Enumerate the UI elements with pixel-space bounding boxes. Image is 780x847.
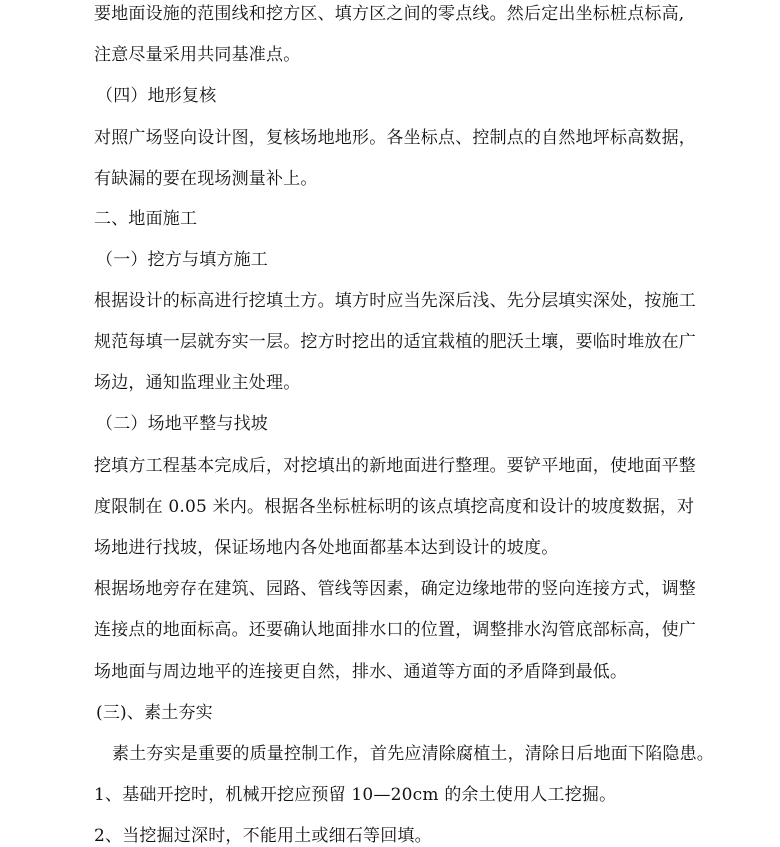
body-text-line: 规范每填一层就夯实一层。挖方时挖出的适宜栽植的肥沃土壤，要临时堆放在广 — [94, 332, 696, 352]
section-heading: （四）地形复核 — [96, 86, 217, 106]
section-heading: (三)、素土夯实 — [96, 703, 213, 723]
body-text-line: 场地面与周边地平的连接更自然，排水、通道等方面的矛盾降到最低。 — [94, 662, 628, 682]
section-heading: （二）场地平整与找坡 — [96, 414, 268, 434]
body-text-line: 挖填方工程基本完成后，对挖填出的新地面进行整理。要铲平地面，使地面平整 — [94, 456, 696, 476]
body-text-line: 根据设计的标高进行挖填土方。填方时应当先深后浅、先分层填实深处，按施工 — [94, 291, 696, 311]
body-text-line: 素土夯实是重要的质量控制工作，首先应清除腐植土，清除日后地面下陷隐患。 — [112, 744, 714, 764]
body-text-line: 场边，通知监理业主处理。 — [94, 373, 301, 393]
body-text-line: 连接点的地面标高。还要确认地面排水口的位置，调整排水沟管底部标高，使广 — [94, 620, 696, 640]
body-text-line: 注意尽量采用共同基准点。 — [94, 45, 301, 65]
body-text-line: 有缺漏的要在现场测量补上。 — [94, 169, 318, 189]
chapter-heading: 二、地面施工 — [94, 209, 198, 229]
body-text-line: 度限制在 0.05 米内。根据各坐标桩标明的该点填挖高度和设计的坡度数据，对 — [94, 497, 695, 517]
section-heading: （一）挖方与填方施工 — [96, 250, 268, 270]
body-text-line: 根据场地旁存在建筑、园路、管线等因素，确定边缘地带的竖向连接方式，调整 — [94, 579, 696, 599]
list-item: 1、基础开挖时，机械开挖应预留 10—20cm 的余土使用人工挖掘。 — [94, 785, 617, 805]
body-text-line: 对照广场竖向设计图，复核场地地形。各坐标点、控制点的自然地坪标高数据， — [94, 128, 696, 148]
body-text-line: 要地面设施的范围线和挖方区、填方区之间的零点线。然后定出坐标桩点标高, — [94, 4, 685, 24]
list-item: 2、当挖掘过深时，不能用土或细石等回填。 — [94, 826, 432, 846]
body-text-line: 场地进行找坡，保证场地内各处地面都基本达到设计的坡度。 — [94, 538, 559, 558]
